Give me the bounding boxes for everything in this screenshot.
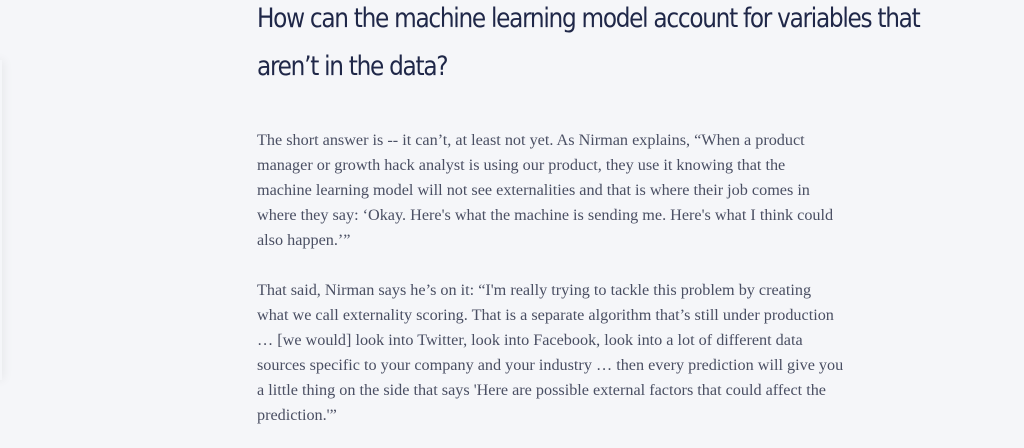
paragraph-line: where they say: ‘Okay. Here's what the machine is sending me. Here's what I think could <box>257 206 834 224</box>
section-heading <box>257 0 920 91</box>
paragraph-line: machine learning model will not see externalities and that is where their job comes in <box>257 181 810 199</box>
paragraph-line: what we call externality scoring. That is a separate algorithm that’s still under production <box>257 306 834 324</box>
side-panel-edge <box>0 60 2 380</box>
paragraph-line: manager or growth hack analyst is using our product, they use it knowing that the <box>257 156 786 174</box>
paragraph-externality-scoring <box>257 278 843 428</box>
paragraph-line: … [we would] look into Twitter, look into Facebook, look into a lot of different data <box>257 331 803 349</box>
paragraph-short-answer <box>257 128 833 253</box>
paragraph-line: sources specific to your company and your industry … then every prediction will give you <box>257 356 844 374</box>
paragraph-line: a little thing on the side that says 'Here are possible external factors that could affect the <box>257 381 826 399</box>
article-body <box>257 0 920 424</box>
paragraph-line: That said, Nirman says he’s on it: “I'm really trying to tackle this problem by creating <box>257 281 812 299</box>
paragraph-line: also happen.’” <box>257 231 351 249</box>
heading-line: How can the machine learning model account for variables that <box>257 3 920 34</box>
heading-line: aren’t in the data? <box>257 51 448 82</box>
paragraph-line: prediction.'” <box>257 406 337 424</box>
paragraph-line: The short answer is -- it can’t, at least not yet. As Nirman explains, “When a product <box>257 131 805 149</box>
